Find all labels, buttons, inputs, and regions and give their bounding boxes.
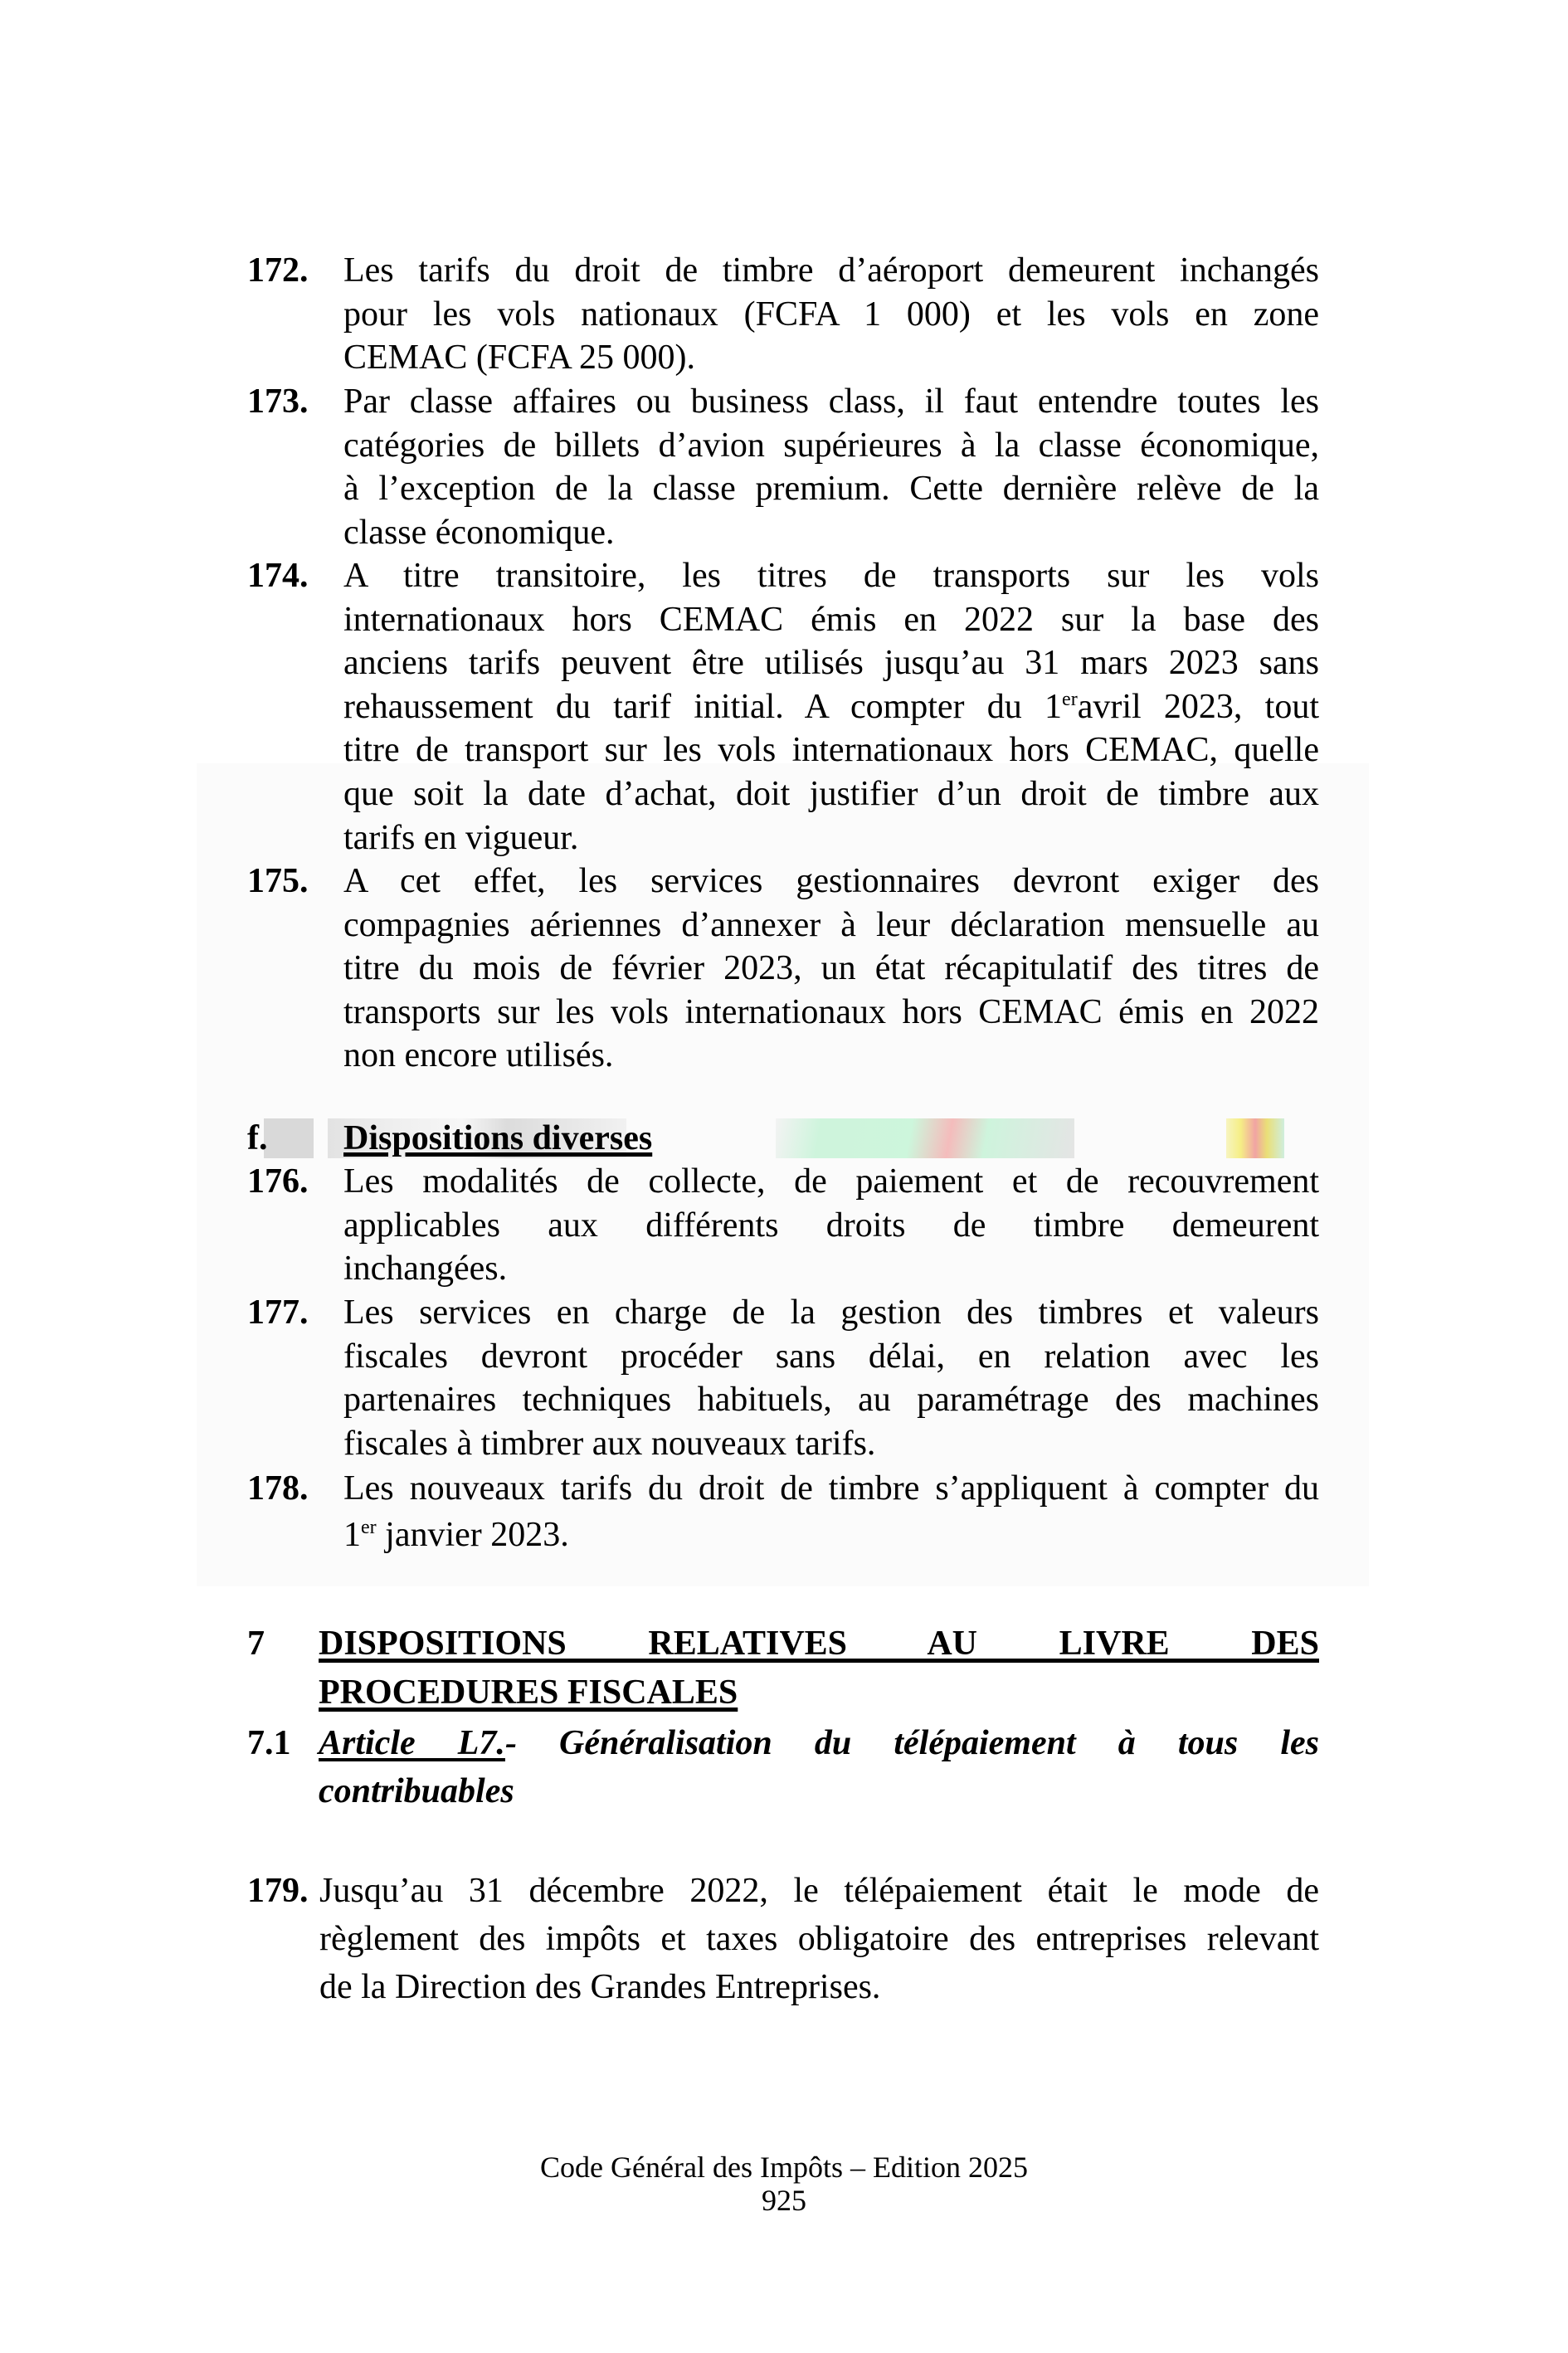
numbered-paragraph xyxy=(247,554,1319,860)
text-line: internationaux hors CEMAC émis en 2022 sur la base des xyxy=(343,600,1319,639)
text-line: Les modalités de collecte, de paiement et de recouvrement xyxy=(343,1162,1319,1201)
text-segment: janvier 2023. xyxy=(376,1516,569,1554)
text-line: DISPOSITIONS RELATIVES AU LIVRE DES xyxy=(319,1625,1319,1663)
text-line: classe économique. xyxy=(343,513,615,552)
text-line: CEMAC (FCFA 25 000). xyxy=(343,339,695,378)
superscript: er xyxy=(361,1517,377,1538)
text-line: A titre transitoire, les titres de transports sur les vols xyxy=(343,557,1319,595)
paragraph-text xyxy=(343,1465,1319,1558)
numbered-paragraph xyxy=(247,1867,1319,2011)
text-line: fiscales à timbrer aux nouveaux tarifs. xyxy=(343,1424,876,1463)
numbered-paragraph xyxy=(247,860,1319,1078)
text-line: A cet effet, les services gestionnaires devront exiger des xyxy=(343,862,1319,900)
text-line: tarifs en vigueur. xyxy=(343,818,579,857)
numbered-paragraph xyxy=(247,1160,1319,1291)
subsection-letter: f. xyxy=(247,1119,268,1157)
text-line: transports sur les vols internationaux hors CEMAC émis en 2022 xyxy=(343,992,1319,1031)
subsection-title: Dispositions diverses xyxy=(343,1119,653,1157)
text-line: Les tarifs du droit de timbre d’aéroport demeurent inchangés xyxy=(343,251,1319,290)
page-number: 925 xyxy=(762,2184,806,2217)
paragraph-text xyxy=(343,1160,1319,1291)
subsection-heading xyxy=(247,1117,1319,1160)
text-line: que soit la date d’achat, doit justifier d’un droit de timbre aux xyxy=(343,774,1319,813)
section-heading xyxy=(247,1620,1319,1717)
section-number: 7 xyxy=(247,1625,265,1663)
paragraph-number: 179. xyxy=(247,1872,309,1910)
text-line: applicables aux différents droits de timbre demeurent xyxy=(343,1206,1319,1245)
superscript: er xyxy=(1062,688,1078,710)
section-title xyxy=(319,1620,1319,1717)
text-line: catégories de billets d’avion supérieures à la classe économique, xyxy=(343,426,1319,465)
text-segment: avril 2023, tout xyxy=(1077,687,1319,726)
text-line: de la Direction des Grandes Entreprises. xyxy=(319,1968,881,2006)
text-line: Les nouveaux tarifs du droit de timbre s’appliquent à compter du xyxy=(343,1469,1319,1508)
paragraph-text xyxy=(343,860,1319,1078)
article-heading xyxy=(247,1719,1319,1815)
text-line: Par classe affaires ou business class, il faut entendre toutes les xyxy=(343,382,1319,421)
paragraph-number: 172. xyxy=(247,251,309,290)
text-line: Jusqu’au 31 décembre 2022, le télépaiement était le mode de xyxy=(319,1872,1319,1910)
paragraph-number: 178. xyxy=(247,1469,309,1508)
paragraph-number: 173. xyxy=(247,382,309,421)
article-number: 7.1 xyxy=(247,1724,291,1762)
footer-title: Code Général des Impôts – Edition 2025 xyxy=(540,2151,1028,2184)
text-line xyxy=(343,1512,1319,1558)
paragraph-text xyxy=(319,1867,1319,2011)
text-line: partenaires techniques habituels, au paramétrage des machines xyxy=(343,1381,1319,1420)
paragraph-text xyxy=(343,249,1319,380)
text-line: Les services en charge de la gestion des timbres et valeurs xyxy=(343,1293,1319,1332)
numbered-paragraph xyxy=(247,380,1319,554)
article-title xyxy=(319,1719,1319,1815)
paragraph-number: 174. xyxy=(247,557,309,595)
text-line: fiscales devront procéder sans délai, en relation avec les xyxy=(343,1337,1319,1376)
text-line: anciens tarifs peuvent être utilisés jusqu’au 31 mars 2023 sans xyxy=(343,644,1319,683)
paragraph-number: 176. xyxy=(247,1162,309,1201)
article-reference: Article L7. xyxy=(319,1724,505,1762)
paragraph-text xyxy=(343,554,1319,860)
page-footer xyxy=(0,2151,1568,2217)
text-segment: - Généralisation du télépaiement à tous les xyxy=(504,1724,1319,1762)
paragraph-number: 177. xyxy=(247,1293,309,1332)
text-line: pour les vols nationaux (FCFA 1 000) et les vols en zone xyxy=(343,295,1319,334)
text-line: PROCEDURES FISCALES xyxy=(319,1673,738,1712)
text-line: non encore utilisés. xyxy=(343,1036,614,1075)
text-segment: rehaussement du tarif initial. A compter du 1 xyxy=(343,687,1063,726)
text-line: titre de transport sur les vols internationaux hors CEMAC, quelle xyxy=(343,731,1319,770)
text-line: compagnies aériennes d’annexer à leur déclaration mensuelle au xyxy=(343,905,1319,944)
text-line xyxy=(319,1719,1319,1767)
paragraph-text xyxy=(343,380,1319,554)
text-line: à l’exception de la classe premium. Cette dernière relève de la xyxy=(343,470,1319,509)
numbered-paragraph xyxy=(247,249,1319,380)
text-line xyxy=(343,685,1319,729)
paragraph-text xyxy=(343,1291,1319,1465)
text-line: inchangées. xyxy=(343,1250,508,1289)
text-line: règlement des impôts et taxes obligatoire des entreprises relevant xyxy=(319,1920,1319,1958)
paragraph-number: 175. xyxy=(247,862,309,900)
numbered-paragraph xyxy=(247,1465,1319,1558)
numbered-paragraph xyxy=(247,1291,1319,1465)
text-line: titre du mois de février 2023, un état récapitulatif des titres de xyxy=(343,949,1319,988)
text-line: contribuables xyxy=(319,1772,514,1810)
text-segment: 1 xyxy=(343,1516,361,1554)
